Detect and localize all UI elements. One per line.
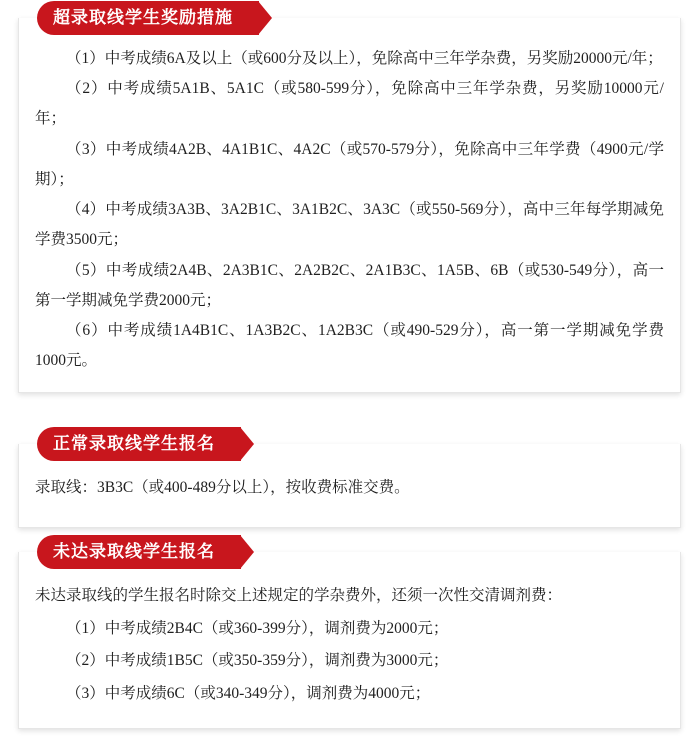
- paragraph: （1）中考成绩6A及以上（或600分及以上），免除高中三年学杂费，另奖励20000元/年；: [66, 50, 663, 67]
- section-below-cutoff-registration: [0, 542, 699, 729]
- section-heading-ribbon: [37, 427, 241, 461]
- paragraph: （3）中考成绩4A2B、4A1B1C、4A2C（或570-579分），免除高中三年学费（4900元/学期）；: [35, 140, 664, 188]
- section-card: [18, 542, 681, 729]
- section-body: [35, 44, 664, 376]
- section-heading-ribbon: [37, 535, 241, 569]
- section-heading-ribbon: [37, 1, 259, 35]
- paragraph: 未达录取线的学生报名时除交上述规定的学杂费外，还须一次性交清调剂费：: [35, 587, 563, 604]
- section-card: [18, 434, 681, 528]
- paragraph: （4）中考成绩3A3B、3A2B1C、3A1B2C、3A3C（或550-569分），高中三年每学期减免学费3500元；: [35, 201, 664, 249]
- paragraph: （1）中考成绩2B4C（或360-399分），调剂费为2000元；: [66, 619, 449, 637]
- section-heading-text: 超录取线学生奖励措施: [37, 1, 259, 35]
- section-card: [18, 8, 681, 393]
- section-body: [35, 580, 664, 710]
- section-heading-text: 正常录取线学生报名: [37, 427, 241, 461]
- paragraph: （5）中考成绩2A4B、2A3B1C、2A2B2C、2A1B3C、1A5B、6B（或530-549分），高一第一学期减免学费2000元；: [35, 261, 664, 309]
- paragraph: 录取线：3B3C（或400-489分以上），按收费标准交费。: [35, 479, 410, 496]
- section-normal-admission-registration: [0, 434, 699, 528]
- section-heading-text: 未达录取线学生报名: [37, 535, 241, 569]
- paragraph: （3）中考成绩6C（或340-349分），调剂费为4000元；: [66, 684, 431, 702]
- paragraph: （6）中考成绩1A4B1C、1A3B2C、1A2B3C（或490-529分），高一第一学期减免学费1000元。: [35, 321, 664, 370]
- paragraph: （2）中考成绩5A1B、5A1C（或580-599分），免除高中三年学杂费，另奖励10000元/年；: [35, 80, 664, 128]
- section-body: [35, 472, 664, 505]
- paragraph: （2）中考成绩1B5C（或350-359分），调剂费为3000元；: [66, 652, 449, 670]
- section-over-cutoff-rewards: [0, 8, 699, 393]
